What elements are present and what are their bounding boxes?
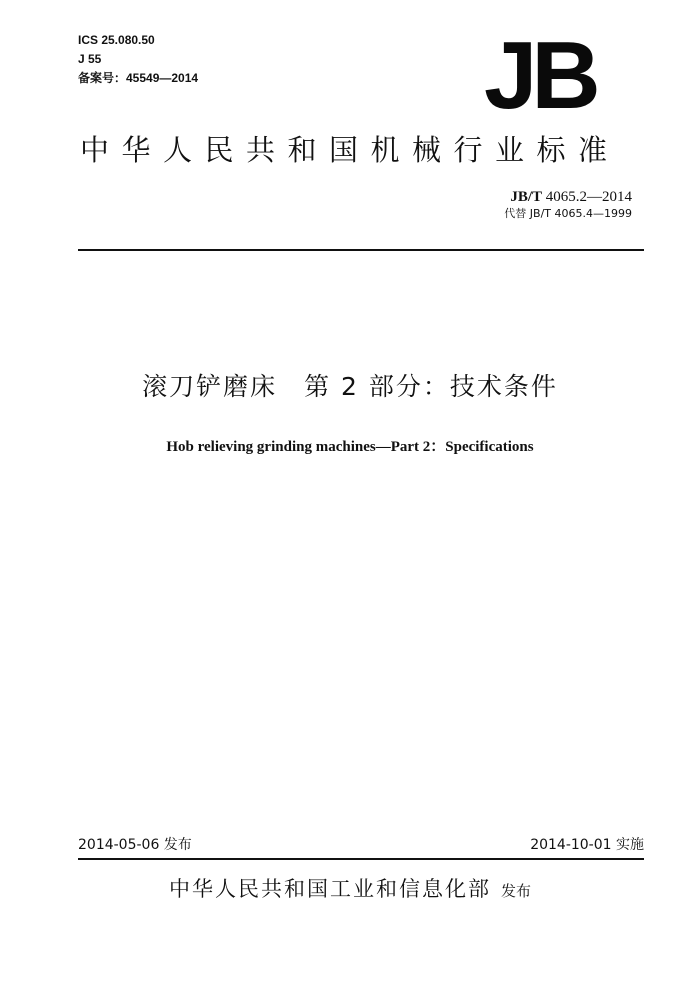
top-divider [78,249,644,251]
record-number: 备案号：45549—2014 [78,71,199,85]
publisher-suffix: 发布 [500,882,531,900]
document-title-cn: 滚刀铲磨床 第 2 部分：技术条件 [142,372,558,401]
implementation-date: 2014-10-01 实施 [530,837,644,853]
standard-number [510,188,632,206]
replaces-standard: 代替 JB/T 4065.4—1999 [504,207,632,220]
document-title-en: Hob relieving grinding machines—Part 2：Specifications [166,439,534,455]
standard-number-value: 4065.2—2014 [542,189,632,205]
bottom-divider [78,858,644,860]
standard-prefix: JB/T [510,189,542,205]
publisher-name: 中华人民共和国工业和信息化部 [168,877,491,901]
classification-code: J 55 [78,52,102,66]
issue-date: 2014-05-06 发布 [78,837,192,853]
publisher [0,874,700,906]
industry-standard-title: 中华人民共和国机械行业标准 [80,133,620,167]
jb-logo: JB [484,22,595,129]
ics-code: ICS 25.080.50 [78,33,155,47]
